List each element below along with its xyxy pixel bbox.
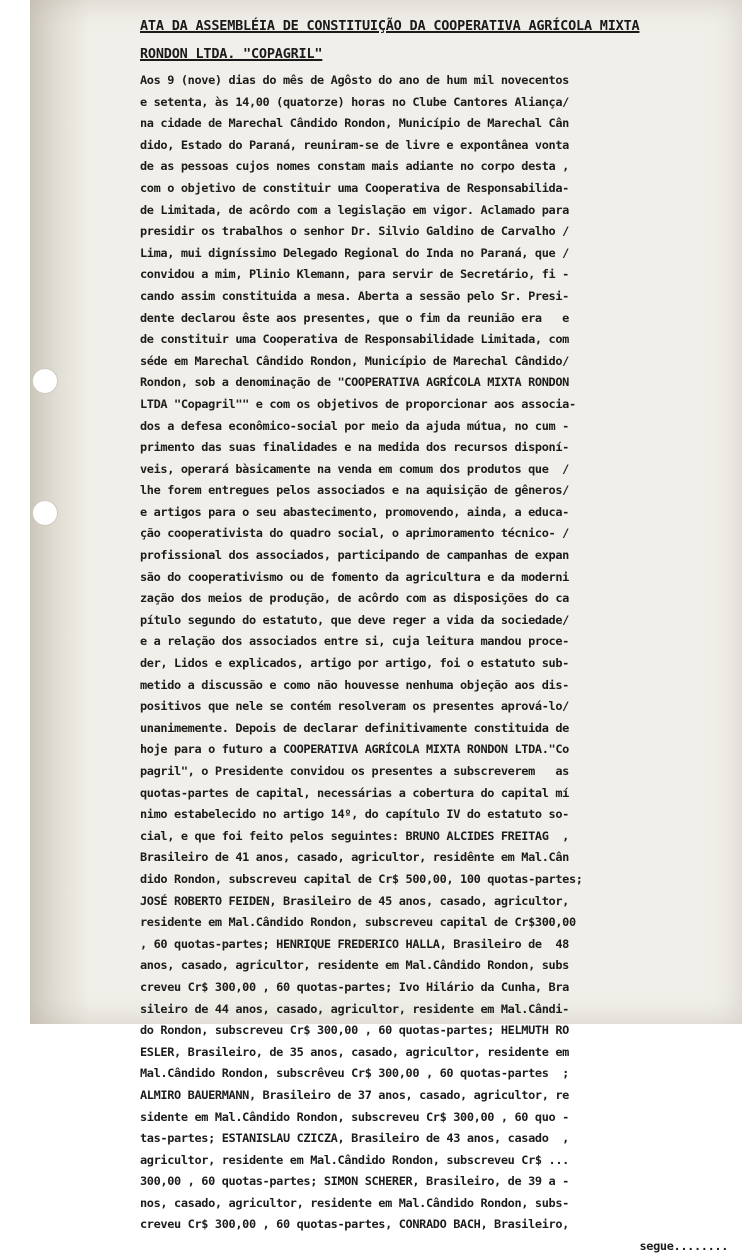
body-line: dente declarou êste aos presentes, que o fim da reunião era e — [140, 310, 569, 325]
body-line: de constituir uma Cooperativa de Responsabilidade Limitada, com — [140, 332, 569, 347]
body-line: convidou a mim, Plinio Klemann, para servir de Secretário, fi - — [140, 267, 569, 282]
body-line: ALMIRO BAUERMANN, Brasileiro de 37 anos, casado, agricultor, re — [140, 1087, 569, 1102]
body-line: creveu Cr$ 300,00 , 60 quotas-partes, CONRADO BACH, Brasileiro, — [140, 1217, 569, 1232]
body-line: cando assim constituida a mesa. Aberta a sessão pelo Sr. Presi- — [140, 288, 569, 303]
body-line: com o objetivo de constituir uma Cooperativa de Responsabilida- — [140, 180, 569, 195]
body-line: LTDA "Copagril"" e com os objetivos de proporcionar aos associa- — [140, 396, 576, 411]
body-line: Mal.Cândido Rondon, subscrêveu Cr$ 300,00 , 60 quotas-partes ; — [140, 1066, 569, 1081]
body-line: quotas-partes de capital, necessárias a cobertura do capital mí — [140, 785, 569, 800]
document-page — [30, 0, 742, 1254]
body-line: pagril", o Presidente convidou os presentes a subscreverem as — [140, 764, 569, 778]
body-line: Aos 9 (nove) dias do mês de Agôsto do ano de hum mil novecentos — [140, 73, 569, 87]
body-line: dido, Estado do Paraná, reuniram-se de livre e expontânea vonta — [140, 137, 569, 152]
body-line: JOSÉ ROBERTO FEIDEN, Brasileiro de 45 anos, casado, agricultor, — [140, 893, 569, 908]
body-line: sileiro de 44 anos, casado, agricultor, residente em Mal.Cândi- — [140, 1001, 569, 1016]
body-line: creveu Cr$ 300,00 , 60 quotas-partes; Ivo Hilário da Cunha, Bra — [140, 979, 569, 994]
document-body — [140, 70, 740, 1258]
body-line: e artigos para o seu abastecimento, promovendo, ainda, a educa- — [140, 504, 569, 519]
body-line: e a relação dos associados entre si, cuja leitura mandou proce- — [140, 634, 569, 649]
body-line: dos a defesa econômico-social por meio da ajuda mútua, no cum - — [140, 418, 569, 433]
document-title — [140, 12, 740, 68]
body-line: na cidade de Marechal Cândido Rondon, Município de Marechal Cân — [140, 116, 569, 131]
body-line: veis, operará bàsicamente na venda em comum dos produtos que / — [140, 461, 569, 476]
body-line: sidente em Mal.Cândido Rondon, subscreveu Cr$ 300,00 , 60 quo - — [140, 1109, 569, 1124]
body-line: ção cooperativista do quadro social, o aprimoramento técnico- / — [140, 526, 569, 541]
body-line: ESLER, Brasileiro, de 35 anos, casado, agricultor, residente em — [140, 1044, 569, 1059]
body-line: dido Rondon, subscreveu capital de Cr$ 500,00, 100 quotas-partes; — [140, 871, 583, 886]
body-line: nimo estabelecido no artigo 14º, do capítulo IV do estatuto so- — [140, 807, 569, 822]
body-line: , 60 quotas-partes; HENRIQUE FREDERICO HALLA, Brasileiro de 48 — [140, 936, 569, 951]
continuation-note: segue........ — [639, 1239, 728, 1254]
body-line: lhe forem entregues pelos associados e na aquisição de gêneros/ — [140, 483, 569, 498]
body-line: primento das suas finalidades e na medida dos recursos disponí- — [140, 440, 569, 455]
body-line: anos, casado, agricultor, residente em Mal.Cândido Rondon, subs — [140, 958, 569, 973]
body-line: profissional dos associados, participando de campanhas de expan — [140, 548, 569, 563]
body-line: são do cooperativismo ou de fomento da agricultura e da moderni — [140, 569, 569, 584]
body-line: do Rondon, subscreveu Cr$ 300,00 , 60 quotas-partes; HELMUTH RO — [140, 1023, 569, 1038]
body-line: cial, e que foi feito pelos seguintes: BRUNO ALCIDES FREITAG , — [140, 828, 569, 843]
body-line: e setenta, às 14,00 (quatorze) horas no Clube Cantores Aliança/ — [140, 94, 569, 109]
punch-hole-bottom — [32, 500, 58, 526]
body-line: Lima, mui digníssimo Delegado Regional do Inda no Paraná, que / — [140, 245, 569, 260]
punch-hole-top — [32, 368, 58, 394]
body-line: residente em Mal.Cândido Rondon, subscreveu capital de Cr$300,00 — [140, 915, 576, 930]
body-line: unanimemente. Depois de declarar definitivamente constituida de — [140, 720, 569, 735]
body-line: 300,00 , 60 quotas-partes; SIMON SCHERER, Brasileiro, de 39 a - — [140, 1174, 569, 1189]
body-line: nos, casado, agricultor, residente em Mal.Cândido Rondon, subs- — [140, 1195, 569, 1210]
body-line: agricultor, residente em Mal.Cândido Rondon, subscreveu Cr$ ... — [140, 1152, 569, 1167]
body-line: presidir os trabalhos o senhor Dr. Silvio Galdino de Carvalho / — [140, 224, 569, 239]
title-line: RONDON LTDA. "COPAGRIL" — [140, 46, 323, 62]
body-line: tas-partes; ESTANISLAU CZICZA, Brasileiro de 43 anos, casado , — [140, 1131, 569, 1146]
body-line: der, Lidos e explicados, artigo por artigo, foi o estatuto sub- — [140, 656, 569, 671]
body-line: de as pessoas cujos nomes constam mais adiante no corpo desta , — [140, 159, 569, 174]
body-line: hoje para o futuro a COOPERATIVA AGRÍCOLA MIXTA RONDON LTDA."Co — [140, 742, 569, 757]
body-line: pítulo segundo do estatuto, que deve reger a vida da sociedade/ — [140, 612, 569, 627]
body-line: zação dos meios de produção, de acôrdo com as disposições do ca — [140, 591, 569, 606]
body-line: Brasileiro de 41 anos, casado, agricultor, residênte em Mal.Cân — [140, 850, 569, 865]
body-line: Rondon, sob a denominação de "COOPERATIVA AGRÍCOLA MIXTA RONDON — [140, 375, 569, 390]
body-line: séde em Marechal Cândido Rondon, Município de Marechal Cândido/ — [140, 353, 569, 368]
body-line: positivos que nele se contém resolveram os presentes aprová-lo/ — [140, 699, 569, 714]
body-line: de Limitada, de acôrdo com a legislação em vigor. Aclamado para — [140, 202, 569, 217]
title-line: ATA DA ASSEMBLÉIA DE CONSTITUIÇÃO DA COOPERATIVA AGRÍCOLA MIXTA — [140, 18, 640, 34]
body-line: metido a discussão e como não houvesse nenhuma objeção aos dis- — [140, 677, 569, 692]
